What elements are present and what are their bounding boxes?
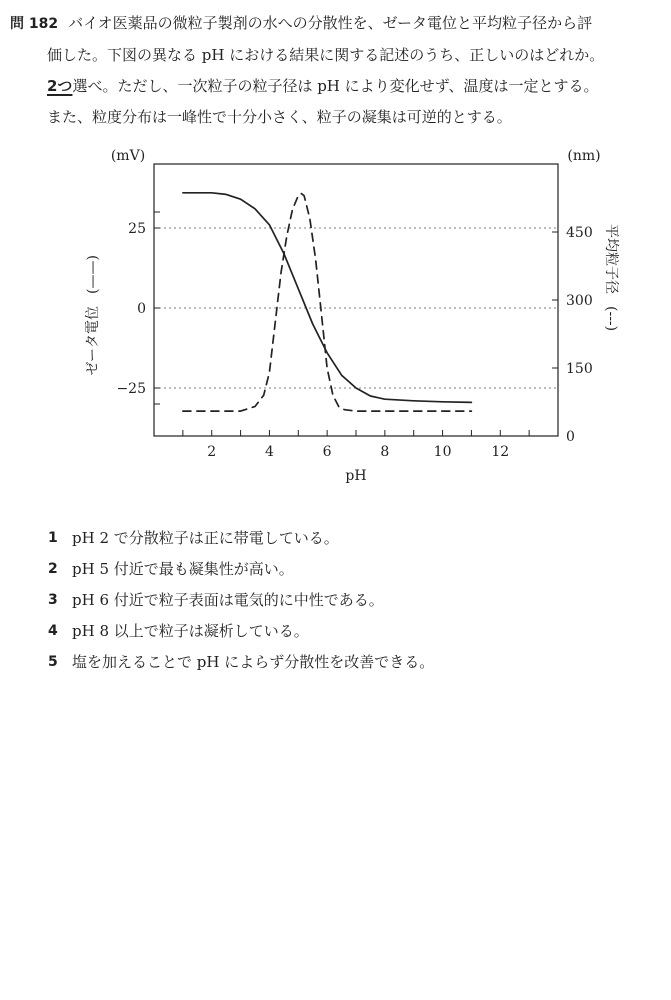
series-group [183, 193, 472, 411]
choice-number: 5 [48, 653, 58, 670]
particle-size-line [183, 194, 472, 412]
gridlines [154, 228, 558, 388]
right-unit-label: (nm) [567, 148, 601, 164]
x-axis-label: pH [345, 468, 367, 484]
x-tick-label: 6 [322, 444, 332, 460]
left-axis-legend: (——) [85, 255, 101, 294]
left-axis-label: ゼータ電位 [85, 306, 101, 376]
choice-text: 塩を加えることで pH によらず分散性を改善できる。 [72, 653, 435, 671]
question-line-4 [10, 102, 665, 133]
x-tick-label: 10 [433, 444, 452, 460]
question-line-3 [10, 71, 665, 102]
choice-4[interactable] [48, 615, 434, 646]
choice-number: 4 [48, 622, 58, 639]
answer-choices [48, 522, 434, 677]
y-left-tick-label: −25 [116, 381, 146, 397]
zeta-potential-line [183, 193, 472, 403]
choice-number: 2 [48, 560, 58, 577]
emphasis-two: 2つ [47, 77, 73, 95]
left-unit-label: (mV) [110, 148, 146, 164]
question-stem-2: 価した。下図の異なる pH における結果に関する記述のうち、正しいのはどれか。 [47, 46, 605, 64]
choice-2[interactable] [48, 553, 434, 584]
y-right-tick-label: 450 [566, 225, 593, 241]
choice-number: 3 [48, 591, 58, 608]
right-axis-legend: (---) [603, 306, 619, 332]
question-text [10, 8, 665, 133]
zeta-size-chart [0, 140, 671, 490]
y-left-tick-label: 0 [137, 301, 146, 317]
choice-5[interactable] [48, 646, 434, 677]
y-left-tick-label: 25 [128, 221, 146, 237]
question-stem-4: また、粒度分布は一峰性で十分小さく、粒子の凝集は可逆的とする。 [47, 108, 512, 126]
choice-text: pH 5 付近で最も凝集性が高い。 [72, 560, 294, 578]
y-right-tick-label: 0 [566, 429, 575, 445]
x-tick-label: 12 [491, 444, 510, 460]
plot-frame [154, 164, 558, 436]
question-number: 問 182 [10, 16, 59, 32]
question-stem-1: バイオ医薬品の微粒子製剤の水への分散性を、ゼータ電位と平均粒子径から評 [68, 14, 593, 32]
x-tick-label: 8 [380, 444, 390, 460]
x-tick-label: 2 [207, 444, 217, 460]
question-stem-3: 選べ。ただし、一次粒子の粒子径は pH により変化せず、温度は一定とする。 [72, 77, 599, 95]
choice-3[interactable] [48, 584, 434, 615]
choice-number: 1 [48, 529, 58, 546]
choice-1[interactable] [48, 522, 434, 553]
choice-text: pH 6 付近で粒子表面は電気的に中性である。 [72, 591, 384, 609]
choice-text: pH 8 以上で粒子は凝析している。 [72, 622, 309, 640]
choice-text: pH 2 で分散粒子は正に帯電している。 [72, 529, 339, 547]
y-right-tick-label: 150 [566, 361, 593, 377]
question-line-2 [10, 40, 665, 71]
question-line-1 [10, 8, 665, 40]
right-axis-title [603, 224, 620, 331]
y-right-tick-label: 300 [566, 293, 593, 309]
right-axis-label: 平均粒子径 [603, 224, 619, 294]
axis-ticks [116, 212, 592, 460]
x-tick-label: 4 [264, 444, 274, 460]
left-axis-title [85, 255, 101, 375]
